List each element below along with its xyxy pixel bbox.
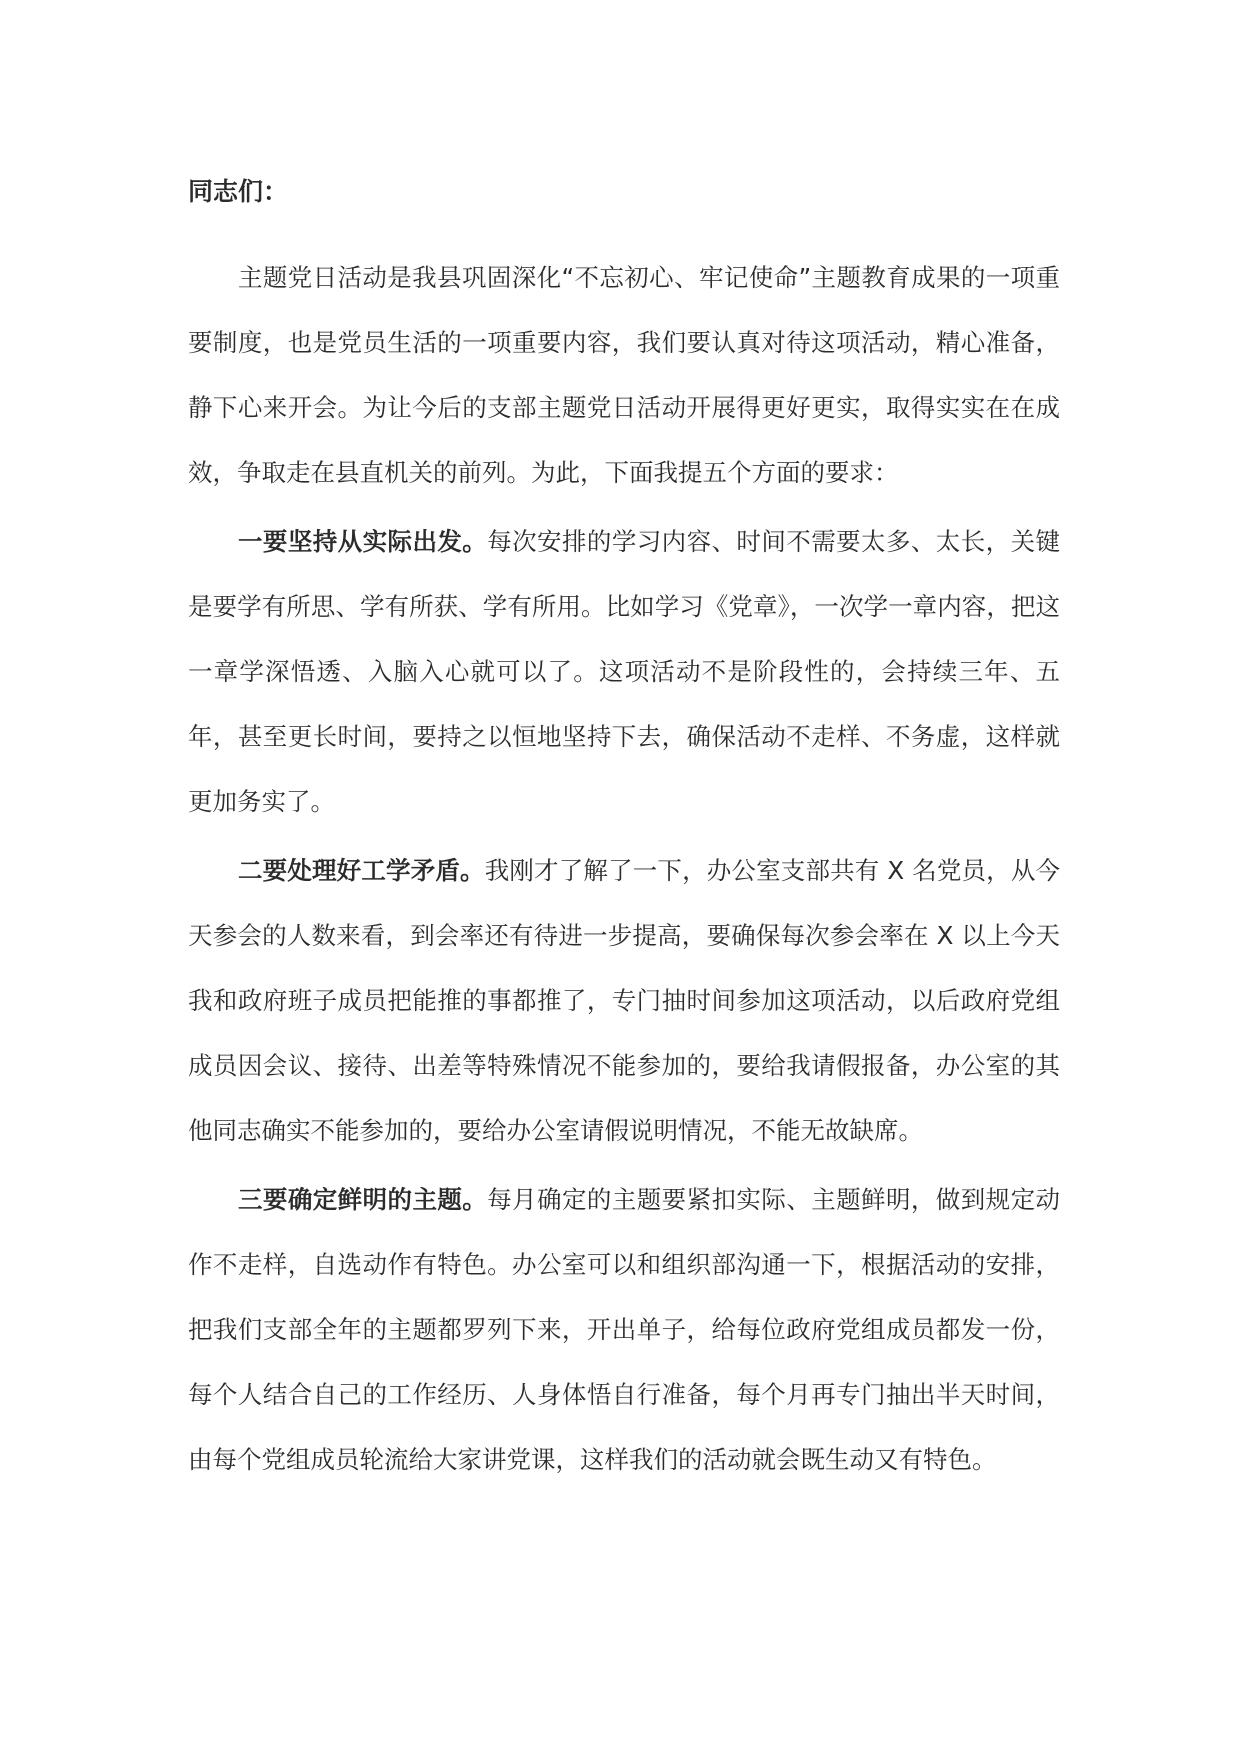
section-body-2: 我刚才了解了一下，办公室支部共有 X 名党员，从今天参会的人数来看，到会率还有待进一步提高，要确保每次参会率在 X 以上今天我和政府班子成员把能推的事都推了，专门抽时间参加这项活动，以后政府党组成员因会议、接待、出差等特殊情况不能参加的，要给我请假报备，办公室的其他同志确实不能参加的，要给办公室请假说明情况，不能无故缺席。 <box>188 856 1061 1145</box>
section-paragraph-2 <box>188 838 1060 1163</box>
section-paragraph-1 <box>188 509 1060 834</box>
section-paragraph-3 <box>188 1167 1060 1492</box>
intro-paragraph: 主题党日活动是我县巩固深化“不忘初心、牢记使命”主题教育成果的一项重要制度，也是党员生活的一项重要内容，我们要认真对待这项活动，精心准备，静下心来开会。为让今后的支部主题党日活动开展得更好更实，取得实实在在成效，争取走在县直机关的前列。为此，下面我提五个方面的要求： <box>188 263 1060 487</box>
document-page <box>188 176 1060 1496</box>
section-body-1: 每次安排的学习内容、时间不需要太多、太长，关键是要学有所思、学有所获、学有所用。比如学习《党章》，一次学一章内容，把这一章学深悟透、入脑入心就可以了。这项活动不是阶段性的，会持续三年、五年，甚至更长时间，要持之以恒地坚持下去，确保活动不走样、不务虚，这样就更加务实了。 <box>188 527 1060 816</box>
section-heading-2: 二要处理好工学矛盾。 <box>238 856 485 885</box>
section-body-3: 每月确定的主题要紧扣实际、主题鲜明，做到规定动作不走样，自选动作有特色。办公室可以和组织部沟通一下，根据活动的安排，把我们支部全年的主题都罗列下来，开出单子，给每位政府党组成员都发一份，每个人结合自己的工作经历、人身体悟自行准备，每个月再专门抽出半天时间，由每个党组成员轮流给大家讲党课，这样我们的活动就会既生动又有特色。 <box>188 1185 1060 1474</box>
salutation: 同志们： <box>188 177 289 206</box>
section-heading-3: 三要确定鲜明的主题。 <box>238 1185 488 1214</box>
section-heading-1: 一要坚持从实际出发。 <box>238 527 488 556</box>
